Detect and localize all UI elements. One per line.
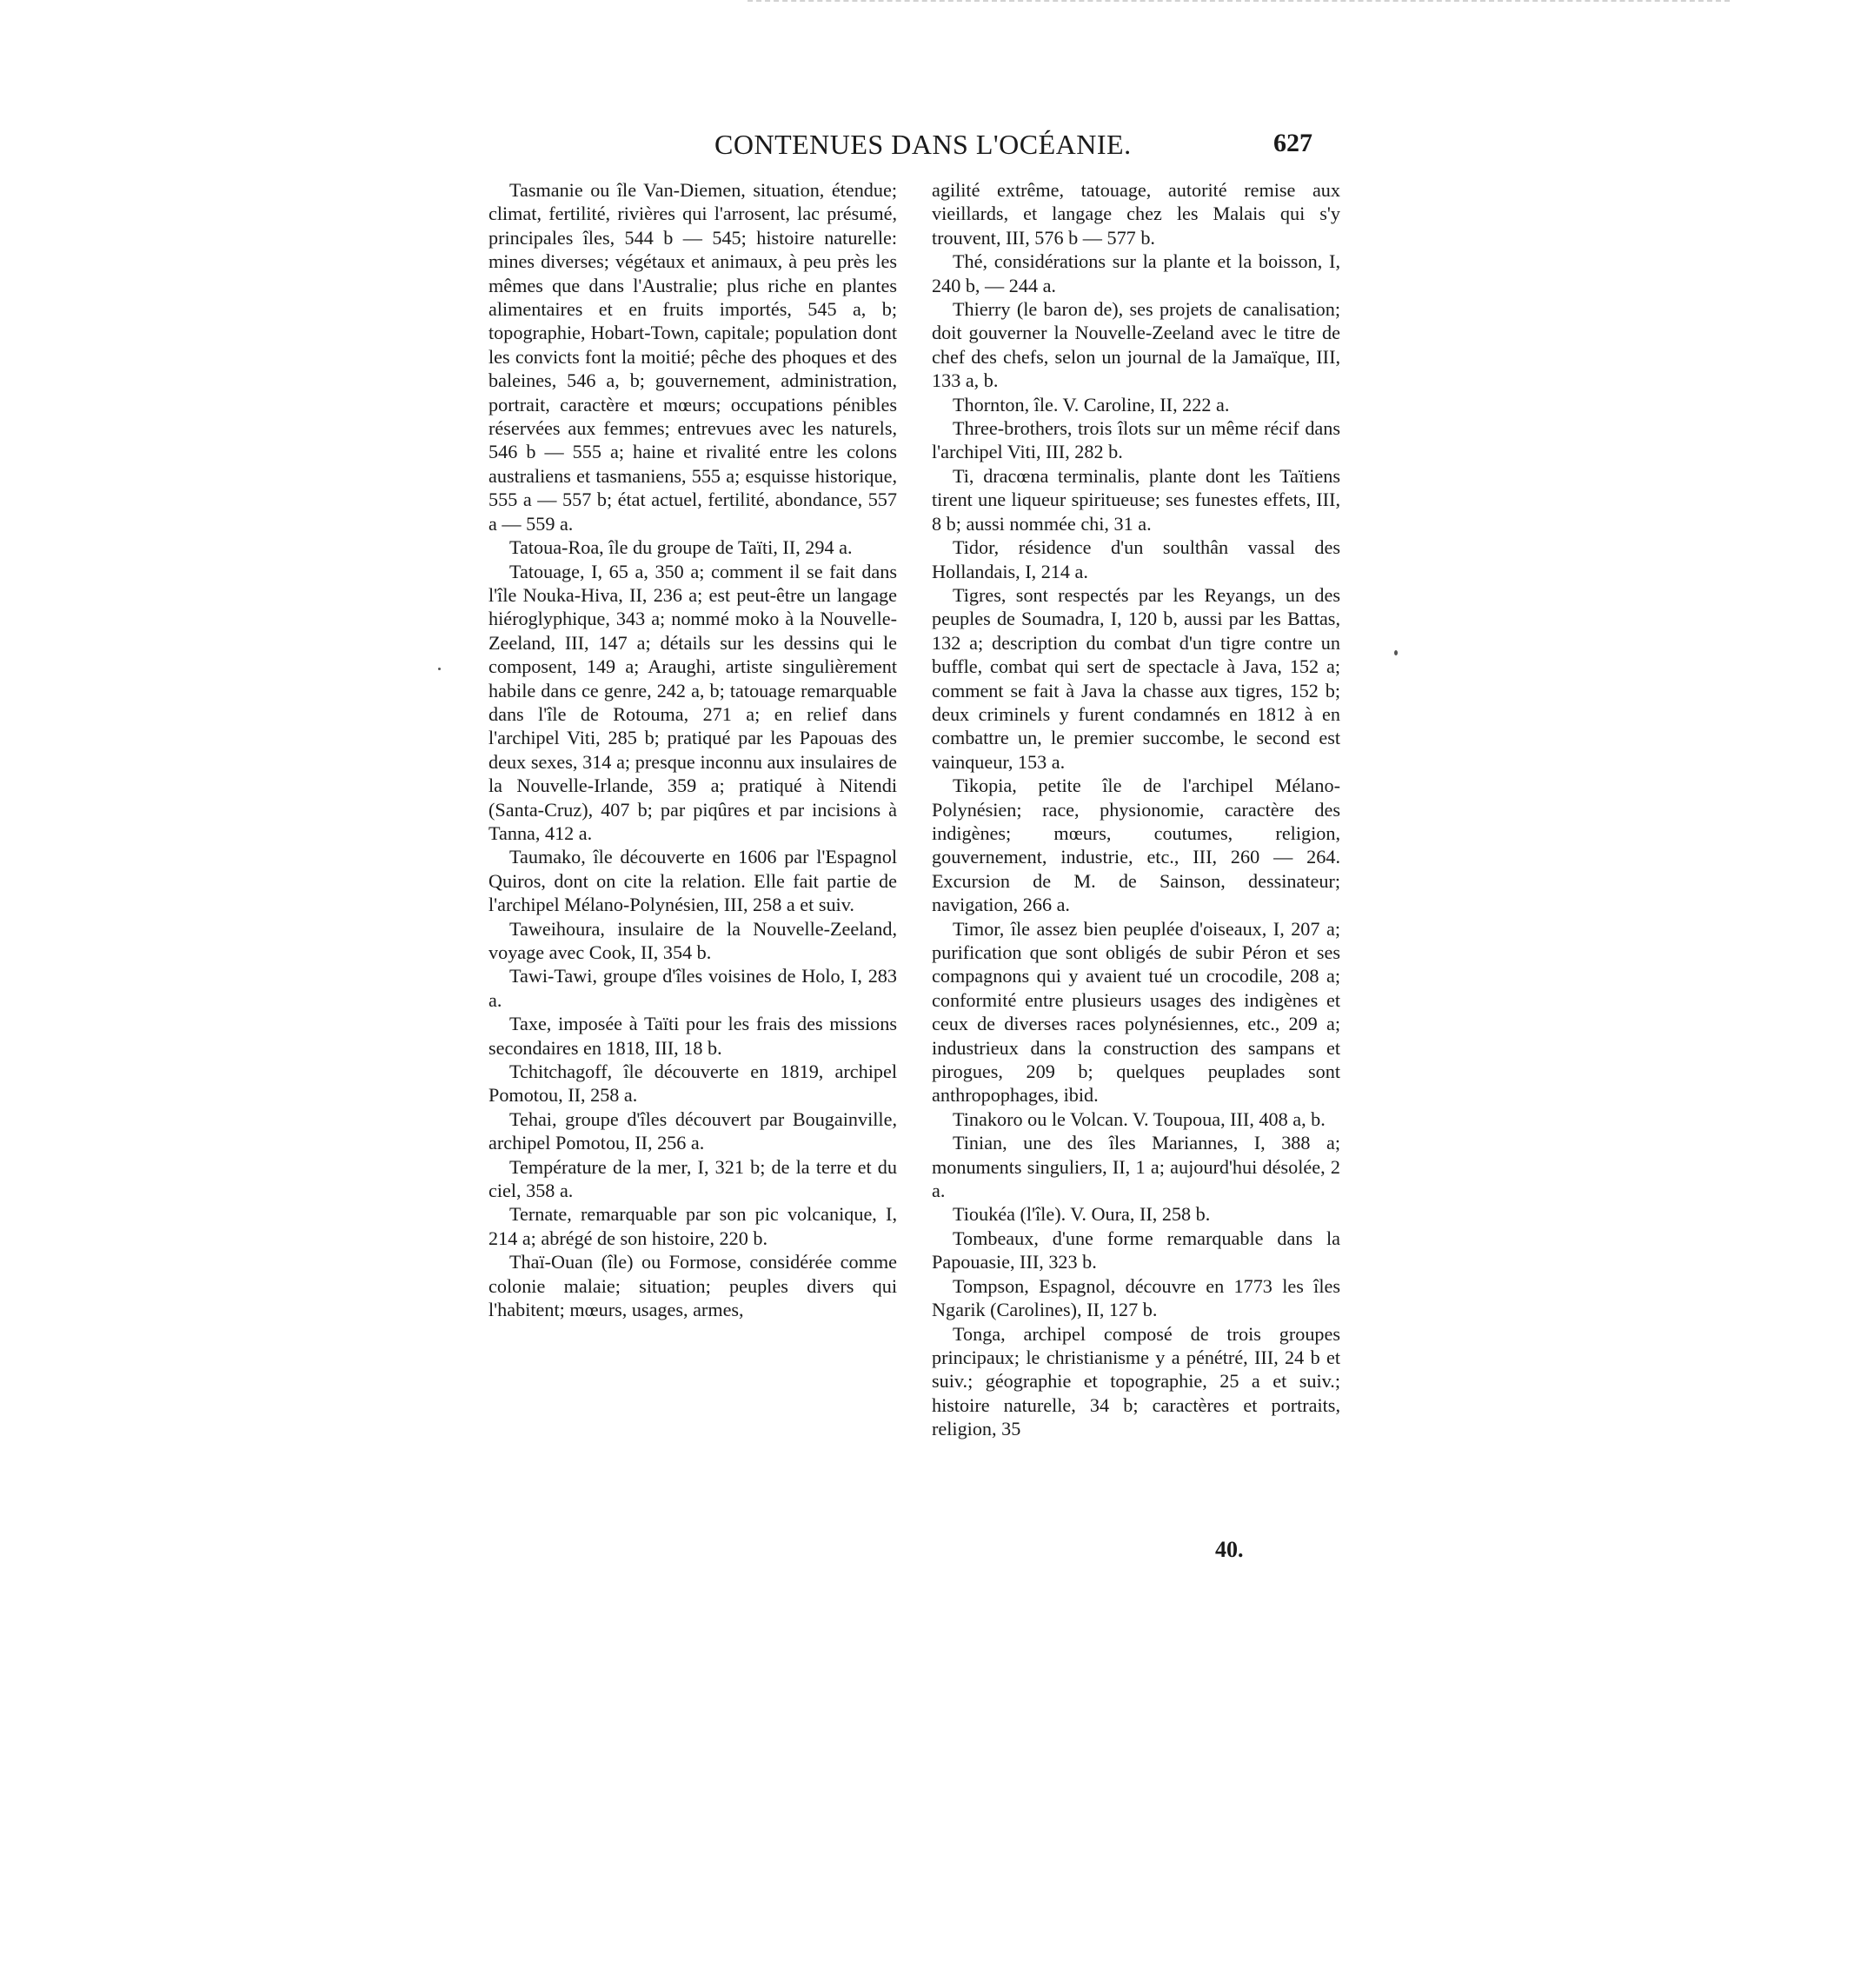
- index-entry: Tasmanie ou île Van-Diemen, situation, étendue; climat, fertilité, rivières qui l'arrosent, lac présumé, principales îles, 544 b — 545; histoire naturelle: mines diverses; végétaux et animaux, à peu près les mêmes que dans l'Australie; plus riche en plantes alimentaires et en fruits importés, 545 a, b; topographie, Hobart-Town, capitale; population dont les convicts font la moitié; pêche des phoques et des baleines, 546 a, b; gouvernement, administration, portrait, caractère et mœurs; occupations pénibles réservées aux femmes; entrevues avec les naturels, 546 b — 555 a; haine et rivalité entre les colons australiens et tasmaniens, 555 a; esquisse historique, 555 a — 557 b; état actuel, fertilité, abondance, 557 a — 559 a.: [488, 179, 897, 535]
- index-column-right: [932, 178, 1340, 1441]
- scan-edge-marks: [748, 0, 1730, 7]
- running-head: [487, 129, 1312, 169]
- index-entry: Tidor, résidence d'un soulthân vassal des Hollandais, I, 214 a.: [932, 536, 1340, 582]
- index-entry: Tinian, une des îles Mariannes, I, 388 a; monuments singuliers, II, 1 a; aujourd'hui désolée, 2 a.: [932, 1132, 1340, 1202]
- index-entry: Tompson, Espagnol, découvre en 1773 les îles Ngarik (Carolines), II, 127 b.: [932, 1274, 1340, 1321]
- running-title: CONTENUES DANS L'OCÉANIE.: [714, 129, 1132, 160]
- ink-speck: [1394, 650, 1398, 655]
- signature-mark: 40.: [1215, 1537, 1244, 1562]
- index-entry: Timor, île assez bien peuplée d'oiseaux, I, 207 a; purification que sont obligés de subir Péron et ses compagnons qui y avaient tué un crocodile, 208 a; conformité entre plusieurs usages des indigènes et ceux de diverses races polynésiennes, etc., 209 a; industrieux dans la construction des sampans et pirogues, 209 b; quelques peuplades sont anthropophages, ibid.: [932, 917, 1340, 1107]
- index-entry: Three-brothers, trois îlots sur un même récif dans l'archipel Viti, III, 282 b.: [932, 417, 1340, 463]
- index-entry: Thé, considérations sur la plante et la boisson, I, 240 b, — 244 a.: [932, 250, 1340, 296]
- index-entry: Thornton, île. V. Caroline, II, 222 a.: [953, 393, 1230, 416]
- page-number: 627: [1273, 129, 1312, 157]
- index-entry-continued: agilité extrême, tatouage, autorité remise aux vieillards, et langage chez les Malais qui s'y trouvent, III, 576 b — 577 b.: [932, 179, 1340, 249]
- index-entry: Ternate, remarquable par son pic volcanique, I, 214 a; abrégé de son histoire, 220 b.: [488, 1203, 897, 1249]
- index-entry: Tioukéa (l'île). V. Oura, II, 258 b.: [953, 1203, 1211, 1226]
- index-entry: Thierry (le baron de), ses projets de canalisation; doit gouverner la Nouvelle-Zeeland avec le titre de chef des chefs, selon un journal de la Jamaïque, III, 133 a, b.: [932, 298, 1340, 392]
- index-entry: Tikopia, petite île de l'archipel Mélano-Polynésien; race, physionomie, caractère des indigènes; mœurs, coutumes, religion, gouvernement, industrie, etc., III, 260 — 264. Excursion de M. de Sainson, dessinateur; navigation, 266 a.: [932, 775, 1340, 916]
- index-entry: Tonga, archipel composé de trois groupes principaux; le christianisme y a pénétré, III, 24 b et suiv.; géographie et topographie, 25 a et suiv.; histoire naturelle, 34 b; caractères et portraits, religion, 35: [932, 1322, 1340, 1440]
- index-entry: Tchitchagoff, île découverte en 1819, archipel Pomotou, II, 258 a.: [488, 1060, 897, 1107]
- index-entry: Taweihoura, insulaire de la Nouvelle-Zeeland, voyage avec Cook, II, 354 b.: [488, 917, 897, 963]
- ink-speck: [438, 668, 441, 670]
- index-entry: Ti, dracœna terminalis, plante dont les Taïtiens tirent une liqueur spiritueuse; ses funestes effets, III, 8 b; aussi nommée chi, 31 a.: [932, 464, 1340, 535]
- index-entry: Température de la mer, I, 321 b; de la terre et du ciel, 358 a.: [488, 1155, 897, 1202]
- index-entry: Tombeaux, d'une forme remarquable dans la Papouasie, III, 323 b.: [932, 1227, 1340, 1273]
- index-entry: Tehai, groupe d'îles découvert par Bougainville, archipel Pomotou, II, 256 a.: [488, 1107, 897, 1154]
- index-column-left: [488, 178, 897, 1322]
- index-entry: Tatoua-Roa, île du groupe de Taïti, II, 294 a.: [509, 536, 853, 559]
- index-entry: Tatouage, I, 65 a, 350 a; comment il se fait dans l'île Nouka-Hiva, II, 236 a; est peut-être un langage hiéroglyphique, 343 a; nommé moko à la Nouvelle-Zeeland, III, 147 a; détails sur les dessins qui le composent, 149 a; Araughi, artiste singulièrement habile dans ce genre, 242 a, b; tatouage remarquable dans l'île de Rotouma, 271 a; en relief dans l'archipel Viti, 285 b; pratiqué par les Papouas des deux sexes, 314 a; presque inconnu aux insulaires de la Nouvelle-Irlande, 359 a; pratiqué à Nitendi (Santa-Cruz), 407 b; par piqûres et par incisions à Tanna, 412 a.: [488, 560, 897, 844]
- index-entry: Tinakoro ou le Volcan. V. Toupoua, III, 408 a, b.: [953, 1107, 1326, 1130]
- index-entry: Taxe, imposée à Taïti pour les frais des missions secondaires en 1818, III, 18 b.: [488, 1013, 897, 1059]
- index-entry: Taumako, île découverte en 1606 par l'Espagnol Quiros, dont on cite la relation. Elle fait partie de l'archipel Mélano-Polynésien, III, 258 a et suiv.: [488, 846, 897, 916]
- index-entry: Tigres, sont respectés par les Reyangs, un des peuples de Soumadra, I, 120 b, aussi par les Battas, 132 a; description du combat d'un tigre contre un buffle, combat qui sert de spectacle à Java, 152 a; comment se fait à Java la chasse aux tigres, 152 b; deux criminels y furent condamnés en 1812 à en combattre un, le premier succombe, le second est vainqueur, 153 a.: [932, 583, 1340, 773]
- index-entry: Thaï-Ouan (île) ou Formose, considérée comme colonie malaie; situation; peuples divers qui l'habitent; mœurs, usages, armes,: [488, 1251, 897, 1321]
- index-entry: Tawi-Tawi, groupe d'îles voisines de Holo, I, 283 a.: [488, 965, 897, 1011]
